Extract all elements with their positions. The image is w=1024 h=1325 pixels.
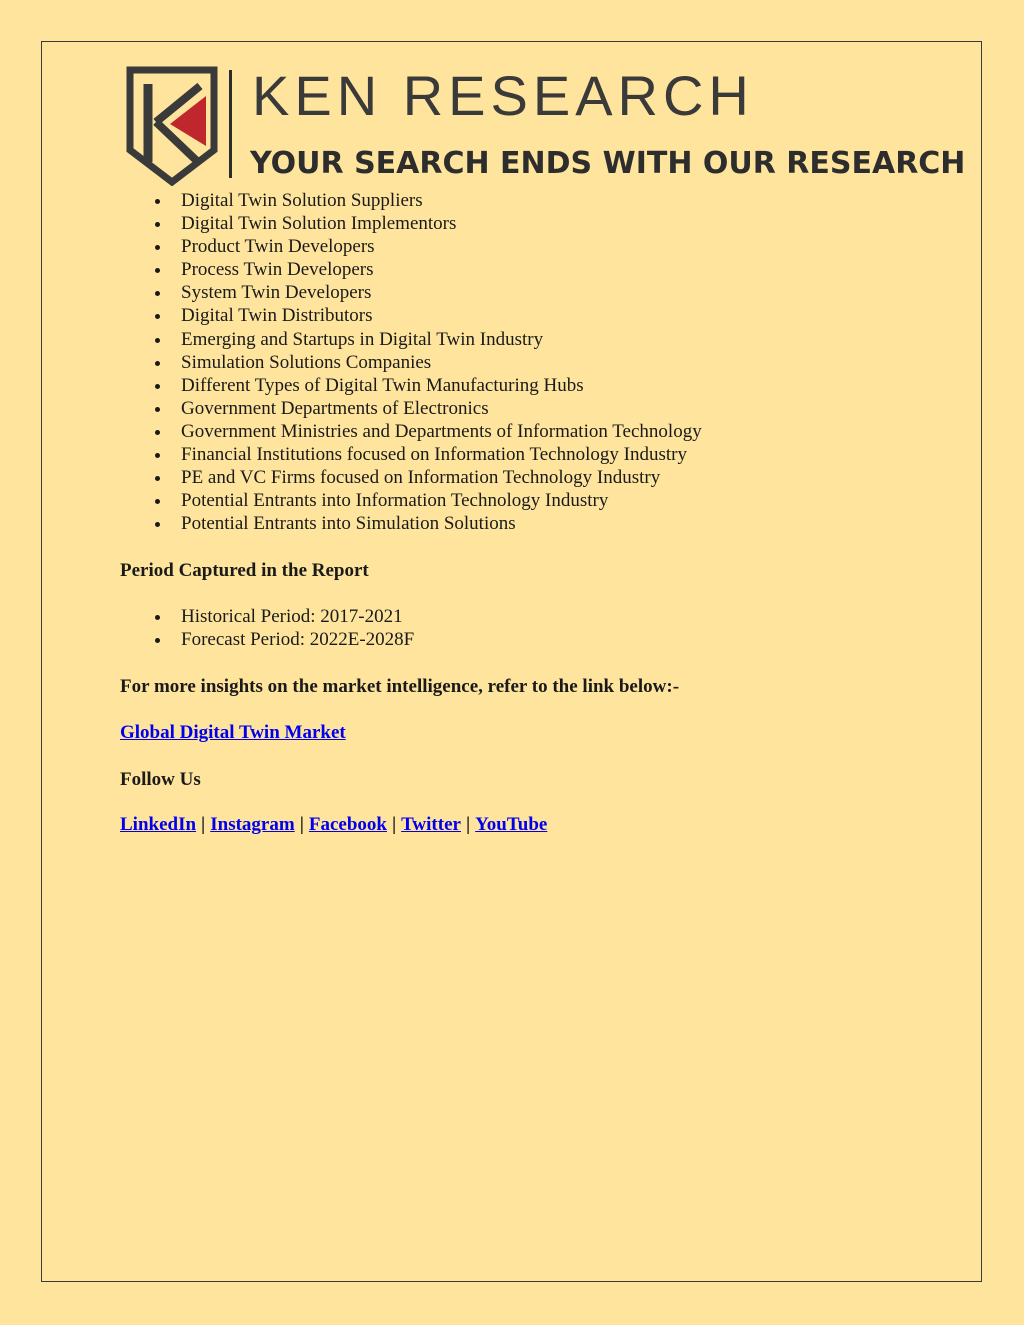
insights-heading: For more insights on the market intelligence, refer to the link below:- <box>120 676 680 697</box>
list-item: Financial Institutions focused on Information Technology Industry <box>150 443 702 466</box>
twitter-link[interactable]: Twitter <box>401 814 461 835</box>
linkedin-link[interactable]: LinkedIn <box>120 814 197 835</box>
separator: | <box>465 814 471 835</box>
separator: | <box>201 814 206 835</box>
list-item: System Twin Developers <box>150 281 702 304</box>
logo-divider <box>229 70 232 178</box>
ken-research-emblem-icon <box>126 66 218 186</box>
ken-research-logo <box>126 64 966 186</box>
logo-tagline: YOUR SEARCH ENDS WITH OUR RESEARCH <box>250 146 966 181</box>
instagram-link[interactable]: Instagram <box>210 814 295 835</box>
period-list <box>150 605 414 651</box>
facebook-link[interactable]: Facebook <box>308 814 387 835</box>
separator: | <box>391 814 397 835</box>
list-item: Product Twin Developers <box>150 235 702 258</box>
list-item: Simulation Solutions Companies <box>150 351 702 374</box>
list-item: Digital Twin Solution Suppliers <box>150 189 702 212</box>
list-item: Digital Twin Distributors <box>150 304 702 327</box>
follow-heading: Follow Us <box>120 769 201 790</box>
report-link-line <box>120 721 346 744</box>
period-heading: Period Captured in the Report <box>120 560 369 581</box>
list-item: Digital Twin Solution Implementors <box>150 212 702 235</box>
list-item: Historical Period: 2017-2021 <box>150 605 414 628</box>
list-item: Potential Entrants into Information Technology Industry <box>150 489 702 512</box>
list-item: Different Types of Digital Twin Manufacturing Hubs <box>150 374 702 397</box>
list-item: Process Twin Developers <box>150 258 702 281</box>
social-links <box>120 814 547 836</box>
list-item: Potential Entrants into Simulation Solutions <box>150 512 702 535</box>
list-item: Forecast Period: 2022E-2028F <box>150 628 414 651</box>
list-item: Government Departments of Electronics <box>150 397 702 420</box>
list-item: PE and VC Firms focused on Information Technology Industry <box>150 466 702 489</box>
list-item: Emerging and Startups in Digital Twin Industry <box>150 328 702 351</box>
youtube-link[interactable]: YouTube <box>475 814 548 835</box>
list-item: Government Ministries and Departments of Information Technology <box>150 420 702 443</box>
audience-list <box>150 189 702 535</box>
separator: | <box>299 814 304 835</box>
logo-brand-name: KEN RESEARCH <box>252 64 754 127</box>
report-link[interactable]: Global Digital Twin Market <box>120 722 346 743</box>
